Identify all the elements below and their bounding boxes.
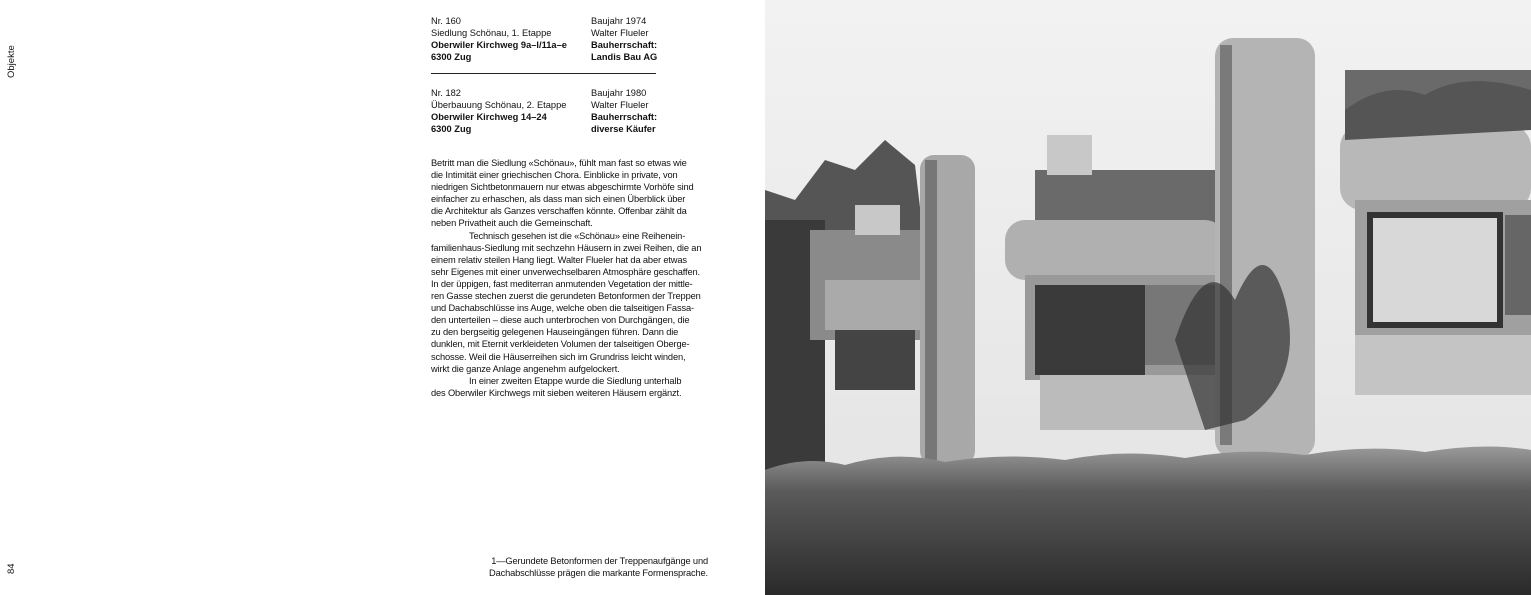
entry-title: Überbauung Schönau, 2. Etappe xyxy=(431,100,567,111)
entry-2-address xyxy=(431,87,566,135)
body-line: wirkt die ganze Anlage angenehm aufgelockert. xyxy=(431,363,620,374)
body-line: Betritt man die Siedlung «Schönau», fühlt man fast so etwas wie xyxy=(431,158,687,168)
body-line: Technisch gesehen ist die «Schönau» eine Reihenein- xyxy=(469,230,686,241)
entry-number: Nr. 160 xyxy=(431,16,461,26)
caption-line: Dachabschlüsse prägen die markante Formensprache. xyxy=(489,568,708,578)
body-line: die Intimität einer griechischen Chora. Einblicke in private, von xyxy=(431,170,678,181)
entry-title: Siedlung Schönau, 1. Etappe xyxy=(431,28,552,39)
body-line: dunklen, mit Eternit verkleideten Volumen der talseitigen Oberge- xyxy=(431,339,690,350)
body-line: familienhaus-Siedlung mit sechzehn Häusern in zwei Reihen, die an xyxy=(431,242,702,253)
entry-street: Oberwiler Kirchweg 14–24 xyxy=(431,112,547,123)
entry-1-address xyxy=(431,15,567,63)
entry-number: Nr. 182 xyxy=(431,88,461,98)
body-line: einfacher zu erhaschen, als dass man sich einen Überblick über xyxy=(431,194,686,205)
body-line: In der üppigen, fast mediterran anmutenden Vegetation der mittle- xyxy=(431,278,693,289)
caption-line: 1—Gerundete Betonformen der Treppenaufgänge und xyxy=(491,556,708,566)
section-label: Objekte xyxy=(6,45,17,78)
body-line: neben Privatheit auch die Gemeinschaft. xyxy=(431,218,593,229)
entry-city: 6300 Zug xyxy=(431,124,472,135)
page-number: 84 xyxy=(6,563,17,574)
body-line: die Architektur als Ganzes verschaffen könnte. Offenbar zählt da xyxy=(431,206,687,217)
building-photo xyxy=(765,0,1531,595)
entry-architect: Walter Flueler xyxy=(591,100,649,111)
entry-street: Oberwiler Kirchweg 9a–l/11a–e xyxy=(431,40,567,51)
body-line: des Oberwiler Kirchwegs mit sieben weiteren Häusern ergänzt. xyxy=(431,387,682,398)
body-line: sehr Eigenes mit einer unverwechselbaren Atmosphäre geschaffen. xyxy=(431,266,700,277)
entry-client: Landis Bau AG xyxy=(591,52,658,63)
body-line: zu den bergseitig gelegenen Hauseingängen führen. Dann die xyxy=(431,327,679,338)
body-line: und Dachabschlüsse ins Auge, welche oben die talseitigen Fassa- xyxy=(431,303,694,314)
body-line: schosse. Weil die Häuserreihen sich im Grundriss leicht winden, xyxy=(431,351,686,362)
entry-client-label: Bauherrschaft: xyxy=(591,112,658,123)
divider xyxy=(431,73,656,74)
entry-client: diverse Käufer xyxy=(591,124,656,135)
body-line: den unterteilen – diese auch unterbrochen von Durchgängen, die xyxy=(431,315,690,326)
entry-1-details xyxy=(591,15,657,63)
body-text xyxy=(431,157,716,399)
body-line: ren Gasse stechen zuerst die gerundeten Betonformen der Treppen xyxy=(431,291,701,302)
entry-year: Baujahr 1974 xyxy=(591,16,647,26)
body-line: In einer zweiten Etappe wurde die Siedlung unterhalb xyxy=(469,375,682,386)
entry-architect: Walter Flueler xyxy=(591,28,649,39)
body-line: niedrigen Sichtbetonmauern nur etwas abgeschirmte Vorhöfe sind xyxy=(431,182,694,193)
entry-city: 6300 Zug xyxy=(431,52,472,63)
entry-2-details xyxy=(591,87,657,135)
entry-year: Baujahr 1980 xyxy=(591,88,647,98)
body-line: einem relativ steilen Hang liegt. Walter Flueler hat da aber etwas xyxy=(431,254,687,265)
photo-caption xyxy=(489,555,708,579)
entry-client-label: Bauherrschaft: xyxy=(591,40,658,51)
